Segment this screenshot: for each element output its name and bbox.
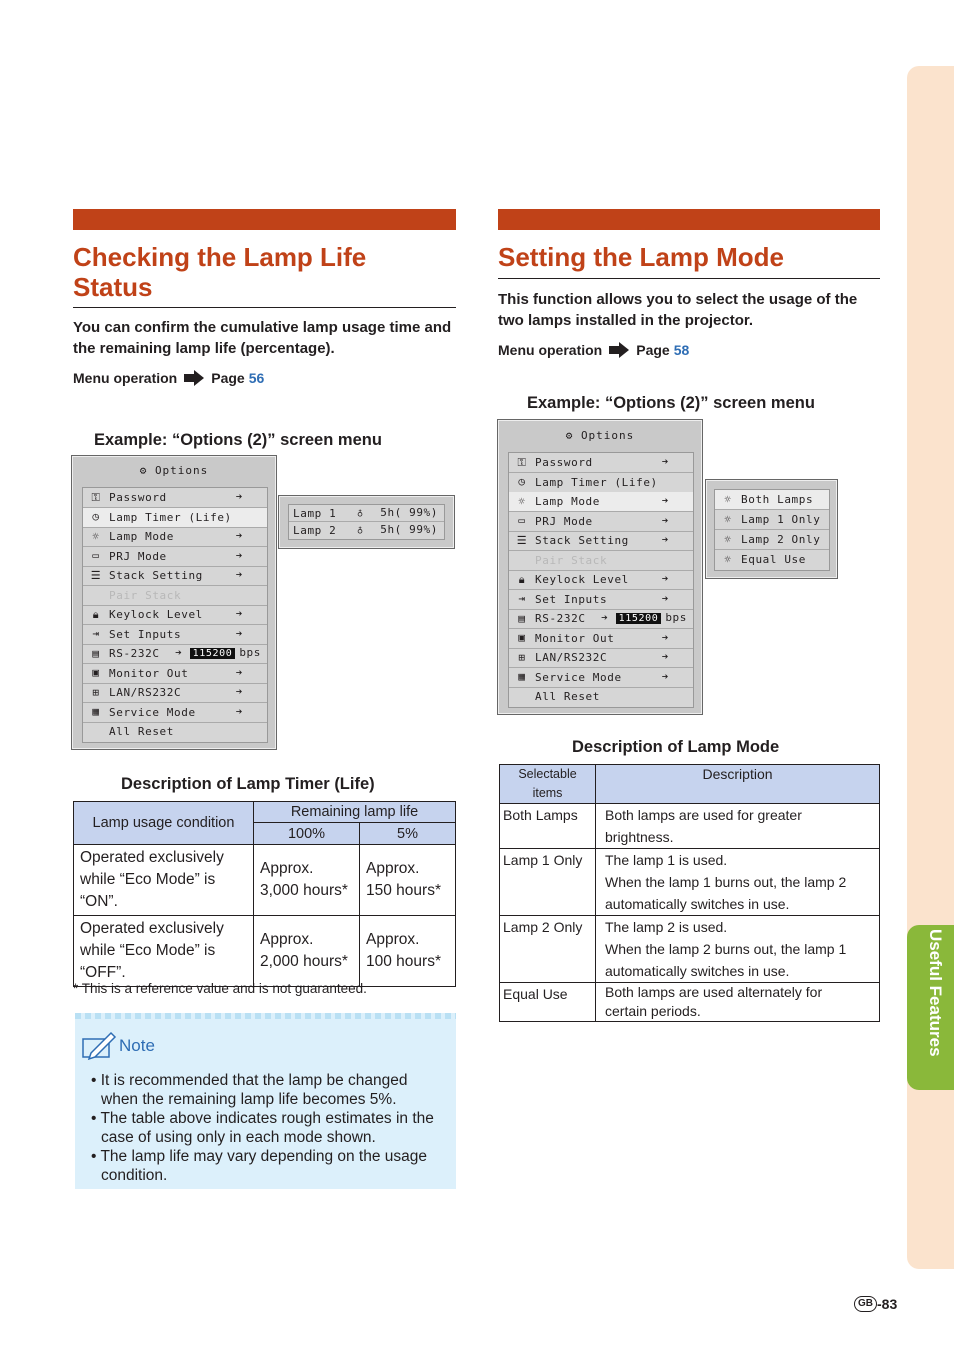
lan-icon: ⊞ (92, 685, 100, 699)
note-item: • The lamp life may vary depending on the usage condition. (91, 1148, 428, 1184)
osd-menu-item[interactable]: ⚿ Password ➔ (83, 488, 267, 508)
note-box (75, 1013, 456, 1189)
section-tab[interactable] (907, 925, 954, 1090)
bulb-icon: ♁ (357, 507, 364, 519)
arrow-icon: ➔ (235, 607, 243, 620)
table-caption: Description of Lamp Timer (Life) (121, 775, 375, 793)
table-row: Lamp 2 Only The lamp 2 is used. When the lamp 2 burns out, the lamp 1 automatically switches in use. (500, 916, 880, 983)
lamp-mode-table (499, 764, 880, 1022)
stack-icon: ☰ (90, 568, 102, 582)
arrow-icon: ➔ (661, 513, 669, 527)
osd-menu-item[interactable]: 🔒︎ Keylock Level ➔ (83, 605, 267, 625)
footnote: * This is a reference value and is not guaranteed. (73, 981, 367, 996)
arrow-icon: ➔ (235, 626, 243, 640)
osd-menu-item[interactable]: ▤ RS-232C ➔ 115200 bps (83, 644, 267, 664)
section-tab-label: Useful Features (926, 929, 945, 1057)
osd-menu-item[interactable]: ◷ Lamp Timer (Life) (509, 473, 693, 493)
osd-menu-item[interactable]: ▦ Service Mode ➔ (509, 668, 693, 688)
example-caption: Example: “Options (2)” screen menu (527, 394, 815, 412)
osd-menu-item[interactable]: ⇥ Set Inputs ➔ (83, 625, 267, 645)
osd-menu-item[interactable]: ▣ Monitor Out ➔ (509, 629, 693, 649)
arrow-icon: ➔ (235, 548, 243, 562)
osd-menu-item[interactable]: ⚿ Password ➔ (509, 453, 693, 473)
lamp-mode-option[interactable]: ☼ Both Lamps (715, 490, 829, 510)
lamp-timer-table (73, 801, 456, 987)
monitor-icon: ▣ (92, 666, 100, 679)
timer-icon: ◷ (92, 510, 100, 523)
timer-icon: ◷ (518, 475, 526, 488)
input-icon: ⇥ (518, 592, 526, 605)
osd-menu-item[interactable]: ⊞ LAN/RS232C ➔ (509, 648, 693, 668)
osd-menu-item[interactable]: ◷ Lamp Timer (Life) (83, 508, 267, 528)
arrow-right-icon (184, 370, 204, 386)
page-link[interactable]: 56 (248, 370, 265, 386)
osd-menu-item[interactable]: ▭ PRJ Mode ➔ (509, 512, 693, 532)
osd-title: ⚙ Options (139, 464, 209, 477)
section-bar (73, 209, 456, 230)
arrow-icon: ➔ (235, 685, 243, 698)
menu-operation: Menu operation Page 58 (498, 342, 690, 358)
rs232c-icon: ▤ (92, 646, 100, 660)
arrow-icon: ➔ (661, 669, 669, 683)
page-title-left: Checking the Lamp Life Status (73, 242, 367, 302)
monitor-icon: ▣ (518, 631, 526, 644)
table-row: Operated exclusively while “Eco Mode” is “ON”. Approx. 3,000 hours* Approx. 150 hours* (74, 845, 456, 916)
table-caption: Description of Lamp Mode (572, 738, 780, 756)
arrow-icon: ➔ (661, 572, 669, 585)
lamp-icon: ☼ (724, 532, 732, 546)
col-header: Description (596, 765, 880, 804)
section-bar (498, 209, 880, 230)
key-icon: ⚿ (517, 455, 527, 469)
key-icon: ⚿ (91, 490, 101, 504)
page-title-right: Setting the Lamp Mode (498, 242, 784, 272)
osd-menu-item: Pair Stack (83, 586, 267, 606)
osd-menu-item[interactable]: ☰ Stack Setting ➔ (509, 531, 693, 551)
note-item: • The table above indicates rough estimates in the case of using only in each mode shown. (91, 1110, 434, 1146)
lamp2-row[interactable]: Lamp 2 ♁ 5h( 99%) (293, 523, 438, 537)
osd-menu-item[interactable]: ☼ Lamp Mode ➔ (509, 492, 693, 512)
osd-menu-item: Pair Stack (509, 551, 693, 571)
divider (498, 278, 880, 279)
note-list (89, 1071, 447, 1185)
page-number: GB -83 (854, 1296, 897, 1312)
lamp-icon: ☼ (518, 494, 526, 508)
service-icon: ▦ (92, 705, 100, 718)
osd-menu-item[interactable]: ▣ Monitor Out ➔ (83, 664, 267, 684)
lamp-icon: ☼ (724, 552, 732, 566)
pencil-icon (81, 1031, 117, 1061)
osd-list (508, 452, 694, 708)
col-header: Lamp usage condition (74, 802, 254, 845)
osd-menu-item[interactable]: ☰ Stack Setting ➔ (83, 566, 267, 586)
sub-header: 100% (254, 823, 360, 845)
intro-text: This function allows you to select the usage of the two lamps installed in the projector. (498, 291, 858, 329)
osd-menu-item[interactable]: 🔒︎ Keylock Level ➔ (509, 570, 693, 590)
projector-icon: ▭ (92, 549, 100, 562)
osd-menu-item[interactable]: All Reset (109, 725, 175, 738)
rs232c-icon: ▤ (518, 611, 526, 625)
bulb-icon: ♁ (357, 524, 364, 536)
lan-icon: ⊞ (518, 650, 526, 664)
lamp-mode-option[interactable]: ☼ Equal Use (715, 550, 829, 569)
osd-menu-item[interactable]: ⊞ LAN/RS232C ➔ (83, 683, 267, 703)
arrow-icon: ➔ (235, 704, 243, 718)
arrow-icon: ➔ (661, 494, 669, 507)
table-row: Both Lamps Both lamps are used for greater brightness. (500, 804, 880, 849)
osd-menu-item[interactable]: ☼ Lamp Mode ➔ (83, 527, 267, 547)
osd-submenu (278, 495, 455, 549)
menu-operation: Menu operation Page 56 (73, 370, 265, 386)
note-title: Note (119, 1036, 155, 1055)
table-row: Lamp 1 Only The lamp 1 is used. When the lamp 1 burns out, the lamp 2 automatically switches in use. (500, 849, 880, 916)
options-icon: ⚙ (565, 429, 574, 442)
service-icon: ▦ (518, 670, 526, 683)
table-row: Equal Use Both lamps are used alternately for certain periods. (500, 983, 880, 1022)
group-header: Remaining lamp life (254, 802, 456, 823)
col-header: Selectable items (500, 765, 596, 804)
lamp1-row[interactable]: Lamp 1 ♁ 5h( 99%) (289, 505, 444, 522)
table-row: Operated exclusively while “Eco Mode” is “OFF”. Approx. 2,000 hours* Approx. 100 hours* (74, 916, 456, 987)
osd-menu-item[interactable]: All Reset (535, 690, 601, 703)
arrow-icon: ➔ (661, 455, 669, 468)
osd-list (82, 487, 268, 743)
osd-menu-item[interactable]: ▦ Service Mode ➔ (83, 703, 267, 723)
stack-icon: ☰ (516, 533, 528, 547)
arrow-icon: ➔ (235, 568, 243, 581)
arrow-icon: ➔ (661, 630, 669, 644)
options-icon: ⚙ (139, 464, 148, 477)
input-icon: ⇥ (92, 627, 100, 640)
region-badge: GB (854, 1296, 877, 1312)
lamp-mode-option[interactable]: ☼ Lamp 2 Only (715, 530, 829, 550)
osd-submenu (705, 479, 838, 579)
arrow-icon: ➔ (661, 591, 669, 605)
osd-menu (497, 419, 703, 715)
divider (73, 307, 456, 308)
lamp-mode-option[interactable]: ☼ Lamp 1 Only (715, 510, 829, 530)
note-item: • It is recommended that the lamp be changed when the remaining lamp life becomes 5%. (91, 1072, 408, 1108)
arrow-icon: ➔ (661, 533, 669, 546)
lamp-icon: ☼ (92, 529, 100, 543)
intro-text: You can confirm the cumulative lamp usage time and the remaining lamp life (percentage). (73, 319, 452, 357)
lamp-icon: ☼ (724, 492, 732, 506)
page-link[interactable]: 58 (673, 342, 690, 358)
arrow-icon: ➔ (661, 650, 669, 663)
arrow-right-icon (609, 342, 629, 358)
osd-title: ⚙ Options (565, 429, 635, 442)
arrow-icon: ➔ (175, 646, 183, 659)
arrow-icon: ➔ (235, 529, 243, 542)
arrow-icon: ➔ (235, 490, 243, 503)
sub-header: 5% (360, 823, 456, 845)
osd-menu-item[interactable]: ▭ PRJ Mode ➔ (83, 547, 267, 567)
osd-menu-item[interactable]: ▤ RS-232C ➔ 115200 bps (509, 609, 693, 629)
lock-icon: 🔒︎ (518, 572, 526, 586)
lock-icon: 🔒︎ (92, 607, 100, 621)
osd-menu-item[interactable]: ⇥ Set Inputs ➔ (509, 590, 693, 610)
arrow-icon: ➔ (235, 665, 243, 679)
osd-menu (71, 455, 277, 750)
projector-icon: ▭ (518, 514, 526, 527)
lamp-icon: ☼ (724, 512, 732, 526)
arrow-icon: ➔ (601, 611, 609, 624)
example-caption: Example: “Options (2)” screen menu (94, 431, 382, 449)
